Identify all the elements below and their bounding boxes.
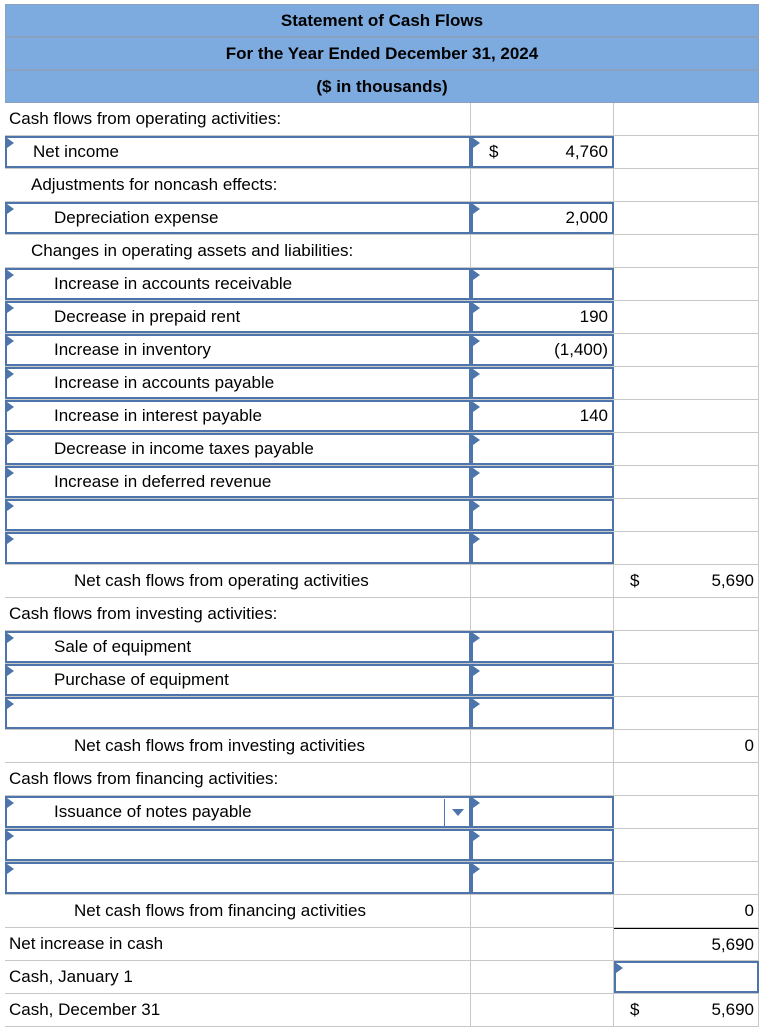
row-label-text: Cash, December 31 [9,1000,161,1019]
amount-cell [471,961,614,993]
amount-cell [471,895,614,927]
table-row [5,829,759,862]
account-label-field[interactable] [5,697,471,729]
blue-triangle-icon [7,798,14,808]
account-label-field[interactable] [5,400,471,432]
blue-triangle-icon [473,468,480,478]
amount-input[interactable] [471,697,614,729]
total-cell [614,895,759,927]
table-row [5,763,759,796]
total-cell [614,664,759,696]
table-row [5,466,759,499]
blue-triangle-icon [7,633,14,643]
total-cell [614,598,759,630]
amount-input[interactable] [471,334,614,366]
dollar-sign: $ [630,571,640,590]
table-row [5,169,759,202]
total-cell [614,301,759,333]
account-label-field[interactable] [5,664,471,696]
amount-value: (1,400) [554,340,608,359]
account-label-field[interactable] [5,532,471,564]
amount-input[interactable] [471,367,614,399]
blue-triangle-icon [473,798,480,808]
total-cell [614,928,759,960]
blue-triangle-icon [7,699,14,709]
amount-input[interactable] [471,433,614,465]
account-label-field[interactable] [5,796,471,828]
total-value: 5,690 [711,1000,754,1019]
row-label-text: Cash flows from operating activities: [9,109,282,128]
amount-cell [471,565,614,597]
total-cell [614,202,759,234]
row-label [5,103,471,135]
blue-triangle-icon [7,204,14,214]
table-row [5,730,759,763]
total-input[interactable] [614,961,759,993]
amount-input[interactable] [471,466,614,498]
blue-triangle-icon [7,435,14,445]
row-label-text: Sale of equipment [54,637,192,656]
total-cell [614,829,759,861]
account-label-field[interactable] [5,202,471,234]
row-label-text: Net income [33,142,119,161]
amount-input[interactable] [471,301,614,333]
amount-input[interactable] [471,136,614,168]
table-row [5,202,759,235]
table-row [5,532,759,565]
statement-title: Statement of Cash Flows [5,4,759,37]
table-row [5,697,759,730]
account-label-field[interactable] [5,301,471,333]
statement-units: ($ in thousands) [5,70,759,103]
table-row [5,268,759,301]
total-cell [614,532,759,564]
dollar-sign: $ [630,1000,640,1019]
account-label-field[interactable] [5,862,471,894]
row-label-text: Increase in interest payable [54,406,262,425]
blue-triangle-icon [7,336,14,346]
blue-triangle-icon [473,303,480,313]
total-cell [614,697,759,729]
dollar-sign: $ [489,142,499,161]
account-label-field[interactable] [5,829,471,861]
row-label [5,565,471,597]
amount-input[interactable] [471,664,614,696]
row-label-text: Increase in accounts payable [54,373,275,392]
total-cell [614,631,759,663]
row-label [5,235,471,267]
blue-triangle-icon [473,699,480,709]
row-label-text: Issuance of notes payable [54,802,252,821]
blue-triangle-icon [473,336,480,346]
table-row [5,103,759,136]
row-label-text: Net increase in cash [9,934,164,953]
row-label [5,763,471,795]
account-label-field[interactable] [5,631,471,663]
total-cell [614,103,759,135]
account-label-field[interactable] [5,268,471,300]
amount-cell [471,598,614,630]
account-label-field[interactable] [5,433,471,465]
total-cell [614,466,759,498]
table-row [5,301,759,334]
row-label [5,598,471,630]
table-row [5,598,759,631]
blue-triangle-icon [7,468,14,478]
total-cell [614,136,759,168]
blue-triangle-icon [473,534,480,544]
amount-input[interactable] [471,202,614,234]
table-row [5,334,759,367]
total-value: 0 [744,736,754,755]
blue-triangle-icon [473,369,480,379]
blue-triangle-icon [7,864,14,874]
total-cell [614,499,759,531]
row-label [5,928,471,960]
account-label-field[interactable] [5,334,471,366]
table-row [5,235,759,268]
blue-triangle-icon [616,963,623,973]
blue-triangle-icon [473,402,480,412]
row-label-text: Increase in inventory [54,340,211,359]
total-cell [614,796,759,828]
amount-cell [471,235,614,267]
row-label-text: Increase in deferred revenue [54,472,272,491]
table-row [5,400,759,433]
amount-cell [471,928,614,960]
amount-input[interactable] [471,862,614,894]
blue-triangle-icon [473,435,480,445]
table-row [5,895,759,928]
blue-triangle-icon [7,402,14,412]
table-row [5,862,759,895]
amount-value: 2,000 [565,208,608,227]
total-value: 0 [744,901,754,920]
amount-cell [471,169,614,201]
row-label-text: Changes in operating assets and liabilities: [31,241,354,260]
amount-cell [471,994,614,1026]
total-value: 5,690 [711,571,754,590]
total-cell [614,169,759,201]
row-label-text: Net cash flows from investing activities [74,736,365,755]
blue-triangle-icon [473,204,480,214]
total-value: 5,690 [711,934,754,954]
row-label-text: Cash, January 1 [9,967,133,986]
row-label [5,169,471,201]
row-label-text: Cash flows from investing activities: [9,604,278,623]
amount-input[interactable] [471,268,614,300]
table-row [5,565,759,598]
row-label-text: Adjustments for noncash effects: [31,175,278,194]
blue-triangle-icon [7,138,14,148]
row-label-text: Increase in accounts receivable [54,274,293,293]
amount-value: 190 [579,307,608,326]
amount-cell [471,730,614,762]
total-cell [614,400,759,432]
blue-triangle-icon [7,831,14,841]
row-label-text: Cash flows from financing activities: [9,769,279,788]
amount-input[interactable] [471,829,614,861]
account-label-field[interactable] [5,466,471,498]
statement-table [5,103,759,1027]
row-label-text: Purchase of equipment [54,670,229,689]
table-row [5,367,759,400]
amount-input[interactable] [471,400,614,432]
account-label-field[interactable] [5,499,471,531]
row-label [5,961,471,993]
blue-triangle-icon [7,666,14,676]
amount-value: 4,760 [565,142,608,161]
blue-triangle-icon [7,303,14,313]
blue-triangle-icon [473,633,480,643]
blue-triangle-icon [473,138,480,148]
table-row [5,994,759,1027]
total-cell [614,235,759,267]
account-label-field[interactable] [5,136,471,168]
row-label [5,895,471,927]
total-cell [614,268,759,300]
table-row [5,961,759,994]
total-cell [614,565,759,597]
row-label [5,730,471,762]
chevron-down-icon[interactable] [444,799,470,827]
table-row [5,631,759,664]
total-cell [614,433,759,465]
total-cell [614,730,759,762]
amount-input[interactable] [471,532,614,564]
table-row [5,433,759,466]
table-row [5,136,759,169]
total-cell [614,367,759,399]
amount-cell [471,763,614,795]
row-label-text: Net cash flows from operating activities [74,571,369,590]
table-row [5,499,759,532]
table-row [5,664,759,697]
account-label-field[interactable] [5,367,471,399]
total-cell [614,334,759,366]
blue-triangle-icon [473,864,480,874]
row-label-text: Depreciation expense [54,208,219,227]
blue-triangle-icon [7,369,14,379]
total-cell [614,763,759,795]
table-row [5,796,759,829]
blue-triangle-icon [473,831,480,841]
row-label [5,994,471,1026]
statement-period: For the Year Ended December 31, 2024 [5,37,759,70]
row-label-text: Decrease in income taxes payable [54,439,314,458]
row-label-text: Decrease in prepaid rent [54,307,241,326]
row-label-text: Net cash flows from financing activities [74,901,366,920]
amount-value: 140 [579,406,608,425]
blue-triangle-icon [473,501,480,511]
amount-cell [471,103,614,135]
table-row [5,928,759,961]
blue-triangle-icon [7,270,14,280]
amount-input[interactable] [471,631,614,663]
blue-triangle-icon [473,666,480,676]
amount-input[interactable] [471,796,614,828]
blue-triangle-icon [7,534,14,544]
blue-triangle-icon [473,270,480,280]
total-cell [614,994,759,1026]
blue-triangle-icon [7,501,14,511]
total-cell [614,862,759,894]
amount-input[interactable] [471,499,614,531]
